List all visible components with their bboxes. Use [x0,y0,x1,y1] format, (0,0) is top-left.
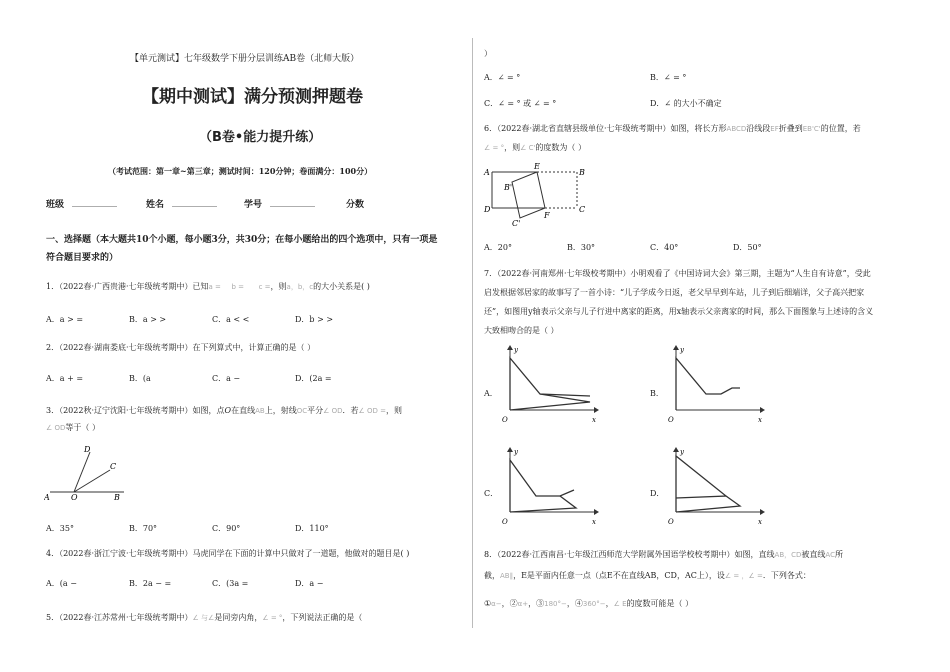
q7-graph-c [500,446,600,528]
q7-graph-b-x-label: x [758,416,762,424]
section-heading-line2: 符合题目要求的） [46,253,119,263]
q6-stem: 6．（2022春·湖北省直辖县级单位·七年级统考期中）如图，将长方形ABCD沿线段EF折叠到EB'C'的位置，若 [484,124,861,133]
q3-figure [44,442,134,504]
q3-option-c[interactable]: C．90° [212,524,241,533]
section-heading-line1: 一、选择题（本大题共10个小题，每小题3分，共30分；在每小题给出的四个选项中，只有一项是 [46,235,438,245]
q1-option-b[interactable]: B．a > > [129,315,167,324]
q3-stem-line2: ∠ OD等于（ ） [46,423,100,432]
q3-label-c: C [110,462,117,471]
q7-graph-c-y-label: y [514,448,518,456]
q5-option-a[interactable]: A．∠ = ° [484,73,521,82]
column-divider [472,38,473,628]
q7-graph-d-x-label: x [758,518,762,526]
q5-option-b[interactable]: B．∠ = ° [650,73,687,82]
q7-option-c[interactable]: C． [484,489,499,498]
q7-graph-c-origin: O [502,518,508,526]
q7-graph-c-son [510,496,576,512]
q7-graph-d-father [676,456,726,512]
q2-stem: 2．（2022春·湖南娄底·七年级统考期中）在下列算式中，计算正确的是（ ） [46,343,316,352]
q2-option-d[interactable]: D．(2a = [295,374,332,383]
q7-stem-line2: 启发根据邻居家的故事写了一首小诗：“儿子学成今日返，老父早早到车站，儿子到后细端详，父子高兴把家 [484,288,865,297]
q3-label-b: B [114,493,120,502]
q6-stem-line2: ∠ = °，则∠ C'的度数为（ ） [484,143,586,152]
q6-label-c1: C' [512,219,521,228]
q5-stem: 5．（2022春·江苏常州·七年级统考期中）∠ 与∠是同旁内角，∠ = °，下列说法正确的是（ [46,613,363,622]
q6-label-f: F [544,211,550,220]
q7-graph-c-x-label: x [592,518,596,526]
q6-label-d: D [484,205,491,214]
series-title: 【单元测试】七年级数学下册分层训练AB卷（北师大版） [130,54,360,64]
page-title: 【期中测试】满分预测押题卷 [142,87,363,107]
q7-graph-a-origin: O [502,416,508,424]
q6-figure [482,160,592,228]
q6-fold-ef [537,172,545,208]
q4-option-b[interactable]: B．2a − = [129,579,172,588]
q7-stem-line4: 大致相吻合的是（ ） [484,326,559,335]
q7-graph-c-father [510,460,574,512]
q2-option-c[interactable]: C．a − [212,374,241,383]
q1-stem: 1．（2022春·广西贵港·七年级统考期中）已知a = b = c =，则a，b，c的大小关系是( ) [46,282,370,291]
q6-option-b[interactable]: B．30° [567,243,596,252]
q7-graph-d-y-label: y [680,448,684,456]
q6-folded-part [512,172,545,218]
class-blank[interactable]: __________ [72,197,117,207]
q1-option-d[interactable]: D．b > > [295,315,334,324]
q3-option-b[interactable]: B．70° [129,524,158,533]
q7-graph-a-son [510,394,590,410]
q8-stem-line2: 截，AB∥，E是平面内任意一点（点E不在直线AB，CD，AC上），设∠ = ，∠ =．下列各式： [484,571,811,580]
q4-option-a[interactable]: A．(a − [46,579,77,588]
q3-stem: 3．（2022秋·辽宁沈阳·七年级统考期中）如图，点O在直线AB上，射线OC平分∠ OD．若∠ OD =，则 [46,406,403,415]
q3-ray-od [74,452,90,492]
q6-label-b1: B' [504,183,513,192]
q5-option-d[interactable]: D．∠ 的大小不确定 [650,99,722,108]
q5-stem-close: ） [484,49,492,58]
q2-option-b[interactable]: B．(a [129,374,151,383]
q7-graph-a [500,344,600,426]
q8-stem-line3: ①α−，②α+，③180°−，④360°−，∠ E的度数可能是（ ） [484,599,694,608]
q4-option-c[interactable]: C．(3a = [212,579,249,588]
id-label: 学号 [244,200,263,210]
q7-graph-d [666,446,766,528]
q7-graph-b-origin: O [668,416,674,424]
q7-graph-b-y-label: y [680,346,684,354]
q7-stem-line3: 还”，如图用y轴表示父亲与儿子行进中离家的距离，用x轴表示父亲离家的时间，那么下面图象与上述诗的含义 [484,307,874,316]
score-label: 分数 [346,200,365,210]
q7-graph-b [666,344,766,426]
q7-graph-d-son [676,496,740,512]
q7-graph-a-x-label: x [592,416,596,424]
q3-label-d: D [84,445,91,454]
q6-label-a: A [484,168,490,177]
q6-label-c: C [579,205,586,214]
q5-option-c[interactable]: C．∠ = ° 或 ∠ = ° [484,99,557,108]
q1-option-c[interactable]: C．a < < [212,315,250,324]
id-blank[interactable]: __________ [270,197,315,207]
q3-ray-oc [74,470,110,492]
q3-option-d[interactable]: D．110° [295,524,329,533]
q6-label-b: B [579,168,585,177]
q6-option-c[interactable]: C．40° [650,243,679,252]
name-blank[interactable]: __________ [172,197,217,207]
exam-scope: （考试范围：第一章~第三章；测试时间：120分钟；卷面满分：100分） [108,166,373,176]
q7-graph-b-line [676,358,740,410]
q3-option-a[interactable]: A．35° [46,524,74,533]
name-label: 姓名 [146,200,165,210]
q3-label-o: O [71,493,78,502]
q4-option-d[interactable]: D．a − [295,579,324,588]
q3-label-a: A [44,493,50,502]
q7-graph-a-y-label: y [514,346,518,354]
q6-option-a[interactable]: A．20° [484,243,512,252]
q1-option-a[interactable]: A．a > = [46,315,84,324]
q2-option-a[interactable]: A．a + = [46,374,84,383]
q7-graph-a-father [510,358,590,410]
q4-stem: 4．（2022春·浙江宁波·七年级统考期中）马虎同学在下面的计算中只做对了一道题，他做对的题目是( ) [46,549,410,558]
q7-option-b[interactable]: B． [650,389,664,398]
q7-graph-d-origin: O [668,518,674,526]
q7-option-a[interactable]: A． [484,389,498,398]
class-label: 班级 [46,200,65,210]
page-subtitle: （B卷•能力提升练） [199,130,322,145]
q6-option-d[interactable]: D．50° [733,243,762,252]
q8-stem-line1: 8．（2022春·江西南昌·七年级江西师范大学附属外国语学校校考期中）如图，直线AB，CD被直线AC所 [484,550,843,559]
q6-label-e: E [534,162,540,171]
q7-stem-line1: 7．（2022春·河南郑州·七年级校考期中）小明观看了《中国诗词大会》第三期，主题为“人生自有诗意”，受此 [484,269,871,278]
q7-option-d[interactable]: D． [650,489,665,498]
